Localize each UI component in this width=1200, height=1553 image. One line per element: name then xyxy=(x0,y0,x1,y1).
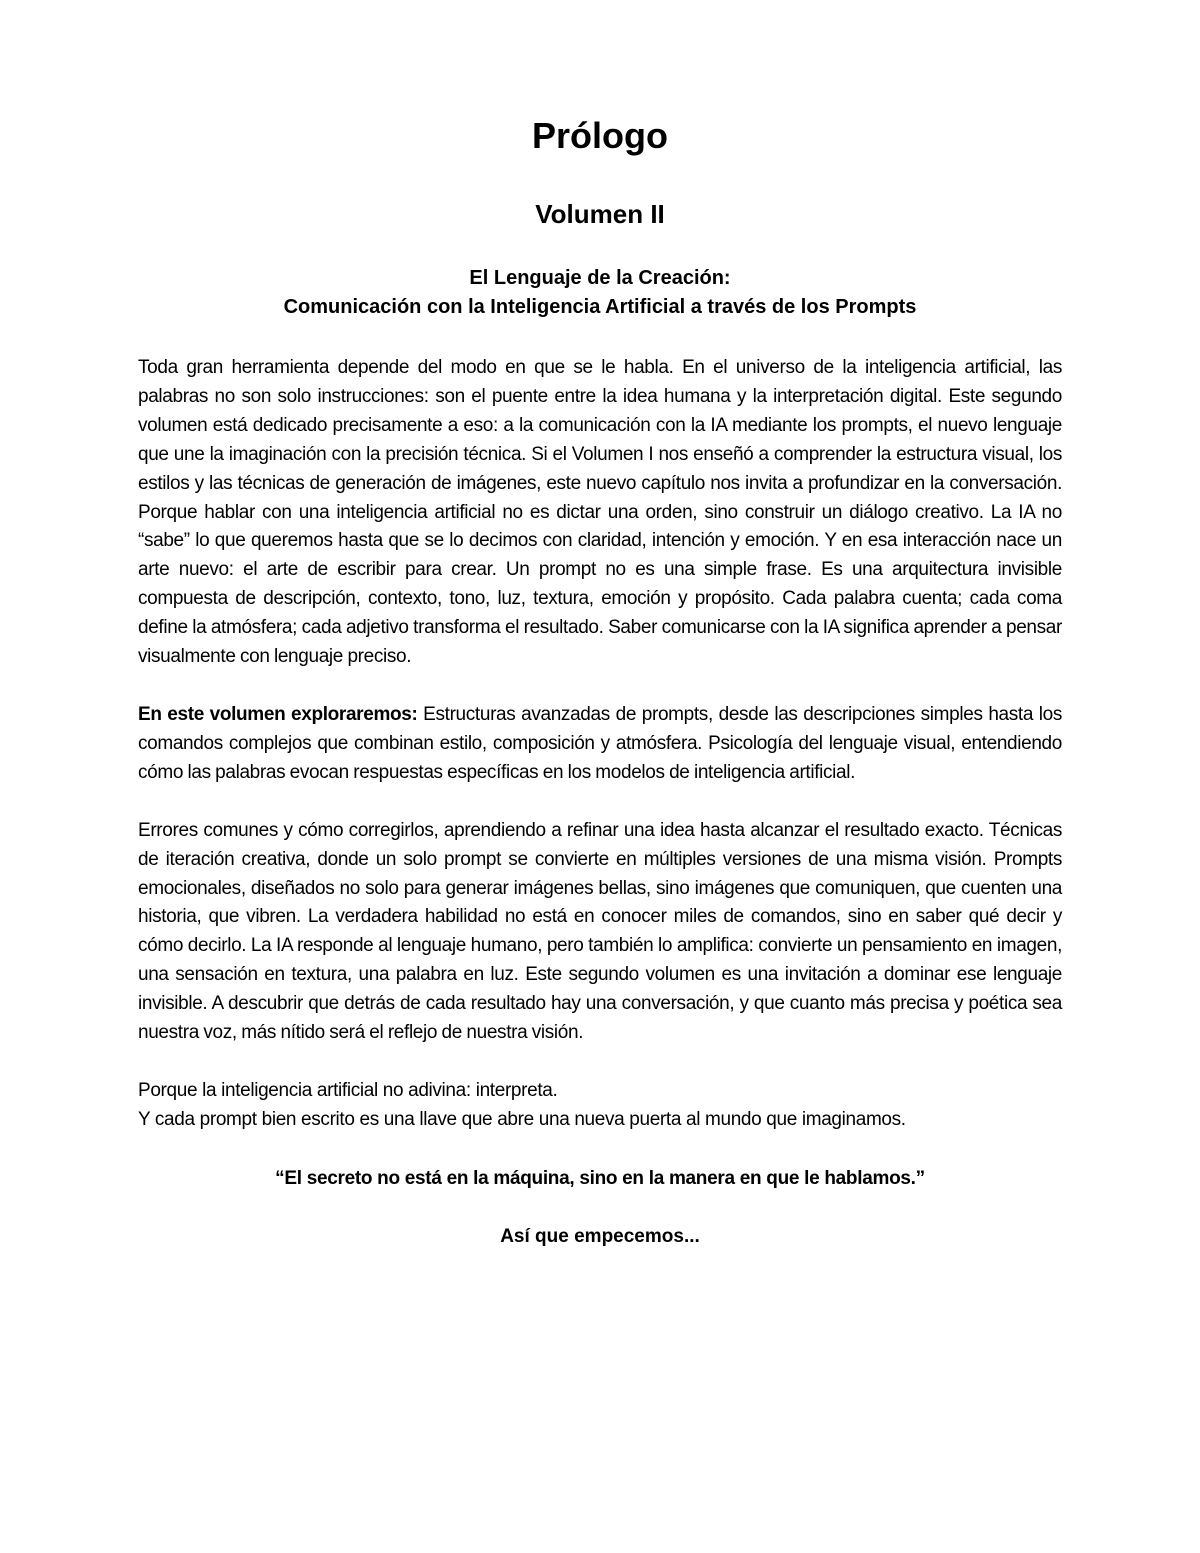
quote: “El secreto no está en la máquina, sino en la manera en que le hablamos.” xyxy=(275,1167,925,1189)
page-title: Prólogo xyxy=(532,115,668,156)
ending-line: Así que empecemos... xyxy=(500,1225,700,1247)
closing-line-1: Porque la inteligencia artificial no adivina: interpreta. xyxy=(138,1079,558,1101)
closing-block xyxy=(138,1077,1062,1135)
explore-paragraph xyxy=(138,701,1062,788)
explore-lead: En este volumen exploraremos: xyxy=(138,703,418,725)
explore-body: Estructuras avanzadas de prompts, desde las descripciones simples hasta los comandos complejos que combinan estilo, composición y atmósfera. Psicología del lenguaje visual, entendiendo cómo las palabras evocan respuestas específicas en los modelos de inteligencia artificial. xyxy=(138,703,1063,783)
volume-subtitle: Volumen II xyxy=(535,199,665,229)
heading-line-2: Comunicación con la Inteligencia Artificial a través de los Prompts xyxy=(283,296,917,318)
closing-line-2: Y cada prompt bien escrito es una llave que abre una nueva puerta al mundo que imaginamos. xyxy=(138,1108,906,1130)
errors-paragraph: Errores comunes y cómo corregirlos, aprendiendo a refinar una idea hasta alcanzar el resultado exacto. Técnicas de iteración creativa, donde un solo prompt se convierte en múltiples versiones de una misma visión. Prompts emocionales, diseñados no solo para generar imágenes bellas, sino imágenes que comuniquen, que cuenten una historia, que vibren. La verdadera habilidad no está en conocer miles de comandos, sino en saber qué decir y cómo decirlo. La IA responde al lenguaje humano, pero también lo amplifica: convierte un pensamiento en imagen, una sensación en textura, una palabra en luz. Este segundo volumen es una invitación a dominar ese lenguaje invisible. A descubrir que detrás de cada resultado hay una conversación, y que cuanto más precisa y poética sea nuestra voz, más nítido será el reflejo de nuestra visión. xyxy=(138,819,1062,1044)
heading-line-1: El Lenguaje de la Creación: xyxy=(469,267,731,289)
intro-paragraph: Toda gran herramienta depende del modo en que se le habla. En el universo de la inteligencia artificial, las palabras no son solo instrucciones: son el puente entre la idea humana y la interpretación digital. Este segundo volumen está dedicado precisamente a eso: a la comunicación con la IA mediante los prompts, el nuevo lenguaje que une la imaginación con la precisión técnica. Si el Volumen I nos enseñó a comprender la estructura visual, los estilos y las técnicas de generación de imágenes, este nuevo capítulo nos invita a profundizar en la conversación. Porque hablar con una inteligencia artificial no es dictar una orden, sino construir un diálogo creativo. La IA no “sabe” lo que queremos hasta que se lo decimos con claridad, intención y emoción. Y en esa interacción nace un arte nuevo: el arte de escribir para crear. Un prompt no es una simple frase. Es una arquitectura invisible compuesta de descripción, contexto, tono, luz, textura, emoción y propósito. Cada palabra cuenta; cada coma define la atmósfera; cada adjetivo transforma el resultado. Saber comunicarse con la IA significa aprender a pensar visualmente con lenguaje preciso. xyxy=(138,357,1062,668)
